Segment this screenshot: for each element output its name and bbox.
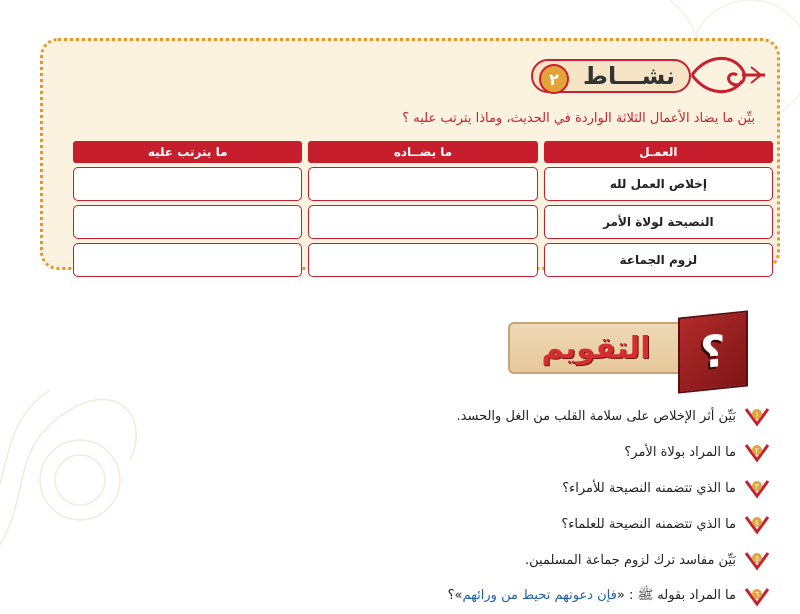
question-mark-icon: ? — [678, 310, 748, 393]
header-consequence: ما يترتب عليه — [73, 141, 302, 163]
svg-text:٣: ٣ — [754, 482, 760, 491]
background-ornament — [0, 330, 180, 590]
bullet-icon — [744, 513, 770, 535]
answer-cell[interactable] — [73, 205, 302, 239]
list-item — [210, 470, 770, 506]
list-item — [210, 434, 770, 470]
answer-cell[interactable] — [308, 205, 537, 239]
question-text: ما الذي تتضمنه النصيحة للأمراء؟ — [562, 480, 736, 496]
table-row — [73, 243, 773, 277]
header-action: العمـل — [544, 141, 773, 163]
bullet-icon — [744, 585, 770, 607]
list-item — [210, 506, 770, 542]
hadith-quote: فإن دعوتهم تحيط من ورائهم — [462, 587, 617, 603]
activity-header — [507, 49, 767, 101]
question-prefix: ما المراد بقوله ﷺ : « — [616, 587, 736, 603]
list-item — [210, 542, 770, 578]
svg-text:٦: ٦ — [754, 590, 760, 599]
row-label: لزوم الجماعة — [544, 243, 773, 277]
row-label: النصيحة لولاة الأمر — [544, 205, 773, 239]
bullet-icon — [744, 549, 770, 571]
svg-text:٥: ٥ — [754, 554, 760, 563]
question-text: ما الذي تتضمنه النصيحة للعلماء؟ — [561, 516, 736, 532]
row-label: إخلاص العمل لله — [544, 167, 773, 201]
activity-box — [40, 38, 780, 270]
list-item — [210, 578, 770, 614]
bullet-icon — [744, 477, 770, 499]
evaluation-banner — [508, 322, 684, 374]
svg-text:١: ١ — [754, 410, 760, 419]
activity-number: ٢ — [539, 64, 569, 94]
answer-cell[interactable] — [73, 167, 302, 201]
bullet-icon — [744, 405, 770, 427]
svg-text:٢: ٢ — [754, 446, 760, 455]
activity-title: نشـــاط — [583, 62, 675, 90]
bullet-icon — [744, 441, 770, 463]
evaluation-heading — [508, 312, 768, 388]
evaluation-questions — [210, 398, 770, 614]
question-text: ما المراد بولاة الأمر؟ — [624, 444, 736, 460]
header-opposite: ما يضــاده — [308, 141, 537, 163]
svg-text:٤: ٤ — [754, 518, 760, 527]
ornament-icon — [687, 49, 767, 101]
answer-cell[interactable] — [308, 243, 537, 277]
question-text: بَيِّن مفاسد ترك لزوم جماعة المسلمين. — [525, 552, 736, 568]
answer-cell[interactable] — [73, 243, 302, 277]
table-header — [73, 141, 773, 163]
question-text — [448, 587, 736, 606]
evaluation-title: التقويم — [541, 330, 651, 366]
activity-badge — [531, 59, 691, 93]
question-suffix: »؟ — [447, 587, 463, 603]
activity-question: بيِّن ما يضاد الأعمال الثلاثة الواردة في الحديث، وماذا يترتب عليه ؟ — [402, 111, 755, 126]
answer-cell[interactable] — [308, 167, 537, 201]
activity-table — [73, 141, 773, 281]
question-text: بَيِّن أثر الإخلاص على سلامة القلب من الغل والحسد. — [456, 408, 736, 424]
table-row — [73, 205, 773, 239]
list-item — [210, 398, 770, 434]
table-row — [73, 167, 773, 201]
